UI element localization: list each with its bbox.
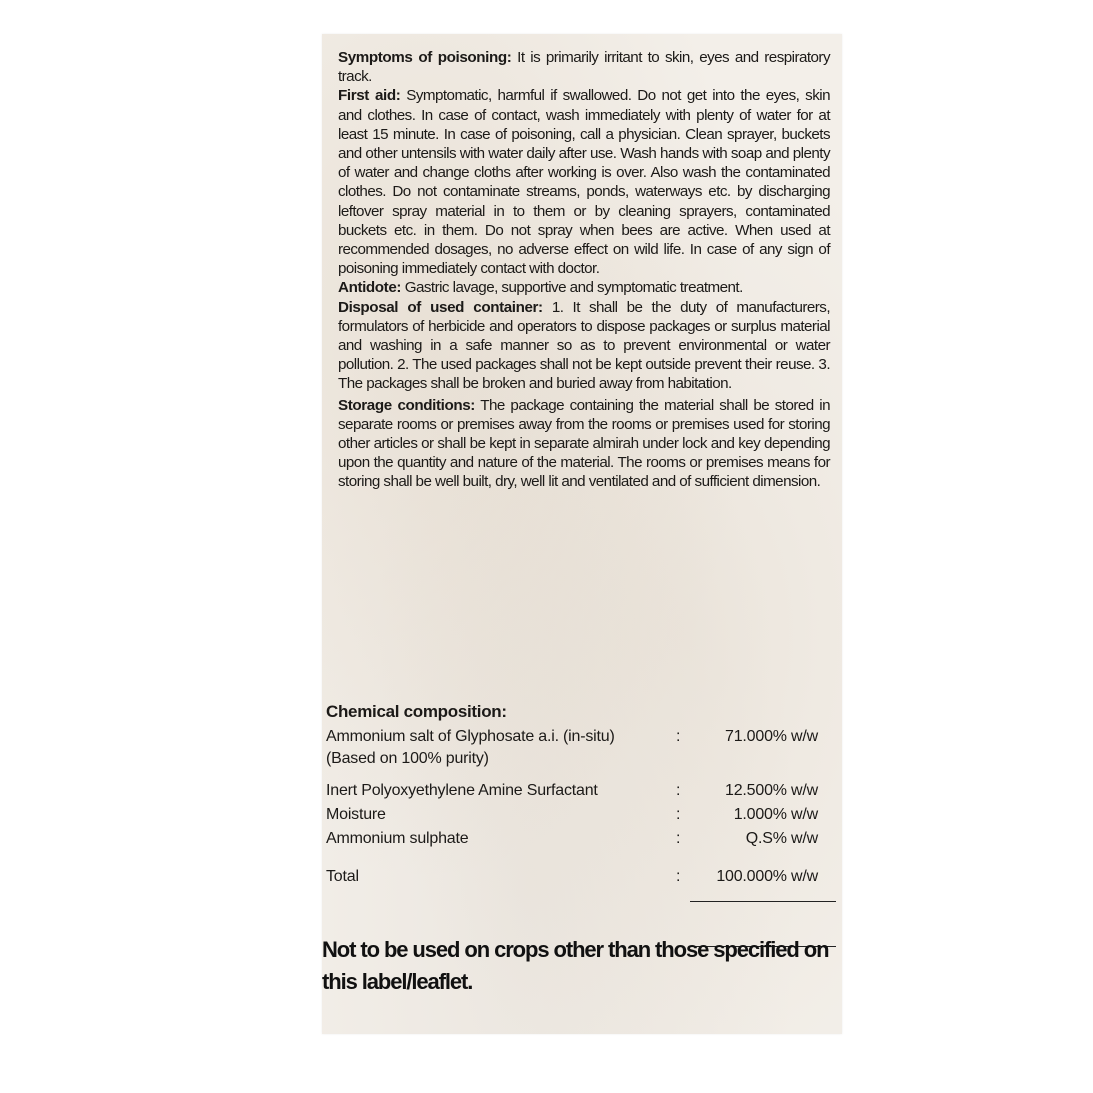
first-aid-section <box>338 86 830 278</box>
composition-name: Ammonium salt of Glyphosate a.i. (in-situ) <box>326 728 615 745</box>
composition-name: Inert Polyoxyethylene Amine Surfactant <box>326 782 598 799</box>
total-row <box>326 868 826 898</box>
symptoms-section <box>338 48 830 86</box>
storage-text: The package containing the material shall be stored in separate rooms or premises away from the rooms or premises used for storing other articles or shall be kept in separate almirah under lock and key depending upon the quantity and nature of the material. The rooms or premises means for storing shall be well built, dry, well lit and ventilated and of sufficient dimension. <box>338 396 831 491</box>
composition-value: Q.S% w/w <box>745 830 818 847</box>
total-colon: : <box>676 868 681 885</box>
chemical-composition <box>326 702 826 898</box>
disposal-section <box>338 298 830 394</box>
total-value: 100.000% w/w <box>716 868 818 885</box>
first-aid-label: First aid: <box>338 87 401 105</box>
leaflet-text <box>338 48 830 492</box>
leaflet <box>322 34 842 1034</box>
symptoms-label: Symptoms of poisoning: <box>338 49 512 66</box>
composition-row <box>326 806 826 830</box>
composition-note: (Based on 100% purity) <box>326 750 489 767</box>
antidote-label: Antidote: <box>338 279 402 297</box>
chemical-composition-title: Chemical composition: <box>326 702 507 721</box>
usage-warning: Not to be used on crops other than those specified on this label/leaflet. <box>322 937 829 994</box>
first-aid-text: Symptomatic, harmful if swallowed. Do not get into the eyes, skin and clothes. In case of contact, wash immediately with plenty of water for at least 15 minute. In case of poisoning, call a physician. Clean sprayer, buckets and other untensils with water daily after use. Wash hands with soap and plenty of water and change cloths after working is over. Also wash the contaminated clothes. Do not contaminate streams, ponds, waterways etc. by discharging leftover spray material in to them or by cleaning sprayers, contaminated buckets etc. in them. Do not spray when bees are active. When used at recommended dosages, no adverse effect on wild life. In case of any sign of poisoning immediately contact with doctor. <box>338 87 830 278</box>
composition-name: Ammonium sulphate <box>326 830 469 847</box>
composition-value: 12.500% w/w <box>725 782 818 799</box>
composition-colon: : <box>676 830 681 847</box>
composition-colon: : <box>676 806 681 823</box>
disposal-text: 1. It shall be the duty of manufacturers, formulators of herbicide and operators to dispose packages or surplus material and washing in a safe manner so as to prevent environmental or water pollution. 2. The used packages shall not be kept outside prevent their reuse. 3. The packages shall be broken and buried away from habitation. <box>338 298 831 393</box>
symptoms-text: It is primarily irritant to skin, eyes and respiratory track. <box>338 49 830 86</box>
antidote-text: Gastric lavage, supportive and symptomatic treatment. <box>401 279 743 297</box>
composition-value: 1.000% w/w <box>733 806 818 823</box>
subtotal-rule <box>690 901 836 902</box>
total-label: Total <box>326 868 359 885</box>
storage-label: Storage conditions: <box>338 396 475 414</box>
disposal-label: Disposal of used container: <box>338 298 543 316</box>
composition-name: Moisture <box>326 806 386 823</box>
composition-value: 71.000% w/w <box>725 728 818 745</box>
antidote-section <box>338 278 830 297</box>
composition-row <box>326 728 826 782</box>
composition-row <box>326 830 826 860</box>
composition-colon: : <box>676 728 681 745</box>
composition-colon: : <box>676 782 681 799</box>
storage-section <box>338 396 830 492</box>
composition-row <box>326 782 826 806</box>
